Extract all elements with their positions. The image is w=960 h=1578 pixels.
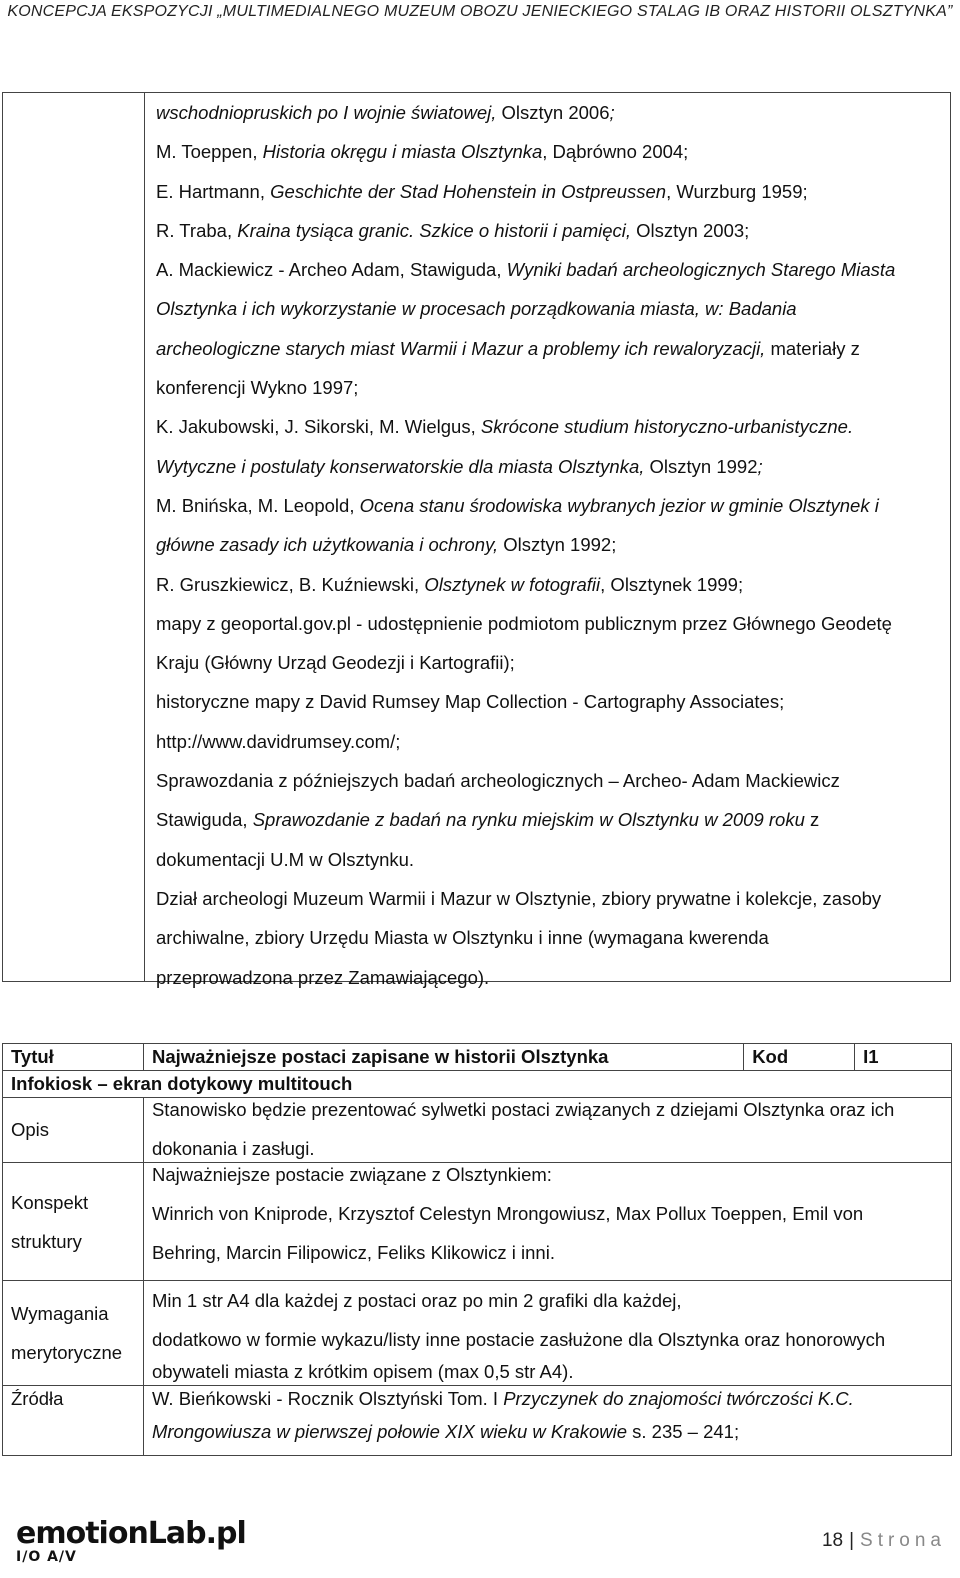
bib-line: K. Jakubowski, J. Sikorski, M. Wielgus, Skrócone studium historyczno-urbanistyczne. (156, 416, 854, 438)
bib-line: Olsztynka i ich wykorzystanie w procesach porządkowania miasta, w: Badania (156, 298, 797, 320)
bib-line: przeprowadzona przez Zamawiającego). (156, 966, 490, 988)
konspekt-text: Najważniejsze postacie związane z Olsztynkiem: Winrich von Kniprode, Krzysztof Celestyn Mrongowiusz, Max Pollux Toeppen, Emil von Behring, Marcin Filipowicz, Feliks Klikowicz i inni. (143, 1163, 951, 1281)
bib-line: dokumentacji U.M w Olsztynku. (156, 848, 415, 870)
bib-line: wschodniopruskich po I wojnie światowej, Olsztyn 2006; (156, 102, 615, 123)
bib-line: Kraju (Główny Urząd Geodezji i Kartografii); (156, 652, 515, 674)
bib-line: E. Hartmann, Geschichte der Stad Hohenstein in Ostpreussen, Wurzburg 1959; (156, 180, 808, 202)
bib-line: konferencji Wykno 1997; (156, 377, 359, 399)
bib-line: Dział archeologi Muzeum Warmii i Mazur w Olsztynie, zbiory prywatne i kolekcje, zasoby (156, 887, 882, 909)
bib-line: R. Gruszkiewicz, B. Kuźniewski, Olsztynek w fotografii, Olsztynek 1999; (156, 573, 744, 595)
bib-line: A. Mackiewicz - Archeo Adam, Stawiguda, Wyniki badań archeologicznych Starego Miasta (156, 259, 896, 281)
page-separator: | (849, 1530, 855, 1551)
bib-line: Sprawozdania z późniejszych badań archeologicznych – Archeo- Adam Mackiewicz (156, 770, 840, 792)
type-row (3, 1071, 952, 1098)
bib-line: Stawiguda, Sprawozdanie z badań na rynku miejskim w Olsztynku w 2009 roku z (156, 809, 820, 831)
wymagania-text: Min 1 str A4 dla każdej z postaci oraz po min 2 grafiki dla każdej, dodatkowo w formie wykazu/listy inne postacie zasłużone dla Olsztynka oraz honorowych obywateli miasta z krótkim opisem (max 0,5 str A4). (143, 1281, 951, 1386)
opis-text: Stanowisko będzie prezentować sylwetki postaci związanych z dziejami Olsztynka oraz ich dokonania i zasługi. (143, 1098, 951, 1163)
title-row (3, 1044, 952, 1071)
emotionlab-logo: emotionLab.pl I/O A/V (16, 1516, 246, 1565)
bib-line: główne zasady ich użytkowania i ochrony, Olsztyn 1992; (156, 534, 617, 556)
page-number-value: 18 (821, 1530, 844, 1551)
bib-line: historyczne mapy z David Rumsey Map Collection - Cartography Associates; (156, 691, 785, 713)
bib-line: mapy z geoportal.gov.pl - udostępnienie podmiotom publicznym przez Głównego Geodetę (156, 612, 892, 634)
bib-line: M. Bnińska, M. Leopold, Ocena stanu środowiska wybranych jezior w gminie Olsztynek i (156, 494, 879, 516)
title-label: Tytuł (3, 1044, 144, 1071)
wymagania-label: Wymagania merytoryczne (3, 1281, 144, 1386)
bib-line: archeologiczne starych miast Warmii i Mazur a problemy ich rewaloryzacji, materiały z (156, 337, 860, 359)
exhibit-type: Infokiosk – ekran dotykowy multitouch (3, 1071, 952, 1098)
bib-line: M. Toeppen, Historia okręgu i miasta Olsztynka, Dąbrówno 2004; (156, 141, 689, 163)
opis-row (3, 1098, 952, 1163)
page-number (822, 1530, 946, 1552)
header-title: KONCEPCJA EKSPOZYCJI „MULTIMEDIALNEGO MUZEUM OBOZU JENIECKIEGO STALAG IB ORAZ HISTORII OLSZTYNKA” (7, 3, 953, 20)
page-header (0, 0, 960, 24)
column-divider (144, 93, 145, 981)
konspekt-label: Konspekt struktury (3, 1163, 144, 1281)
wymagania-row (3, 1281, 952, 1386)
zrodla-text: W. Bieńkowski - Rocznik Olsztyński Tom. I Przyczynek do znajomości twórczości K.C. Mrongowiusza w pierwszej połowie XIX wieku w Krakowie s. 235 – 241; (143, 1386, 951, 1456)
code-label: Kod (744, 1044, 855, 1071)
code-value: I1 (855, 1044, 952, 1071)
opis-label: Opis (3, 1098, 144, 1163)
bibliography-table (2, 92, 951, 988)
zrodla-label: Źródła (3, 1386, 144, 1456)
exhibit-card-table (2, 1043, 952, 1456)
page-word: Strona (860, 1530, 946, 1551)
title-value: Najważniejsze postaci zapisane w historii Olsztynka (143, 1044, 743, 1071)
bib-line: R. Traba, Kraina tysiąca granic. Szkice o historii i pamięci, Olsztyn 2003; (156, 219, 750, 241)
bibliography-list (156, 93, 946, 997)
zrodla-row (3, 1386, 952, 1456)
bib-line: archiwalne, zbiory Urzędu Miasta w Olsztynku i inne (wymagana kwerenda (156, 927, 769, 949)
bib-line: Wytyczne i postulaty konserwatorskie dla miasta Olsztynka, Olsztyn 1992; (156, 455, 763, 477)
bib-link: http://www.davidrumsey.com/; (156, 730, 401, 752)
konspekt-row (3, 1163, 952, 1281)
